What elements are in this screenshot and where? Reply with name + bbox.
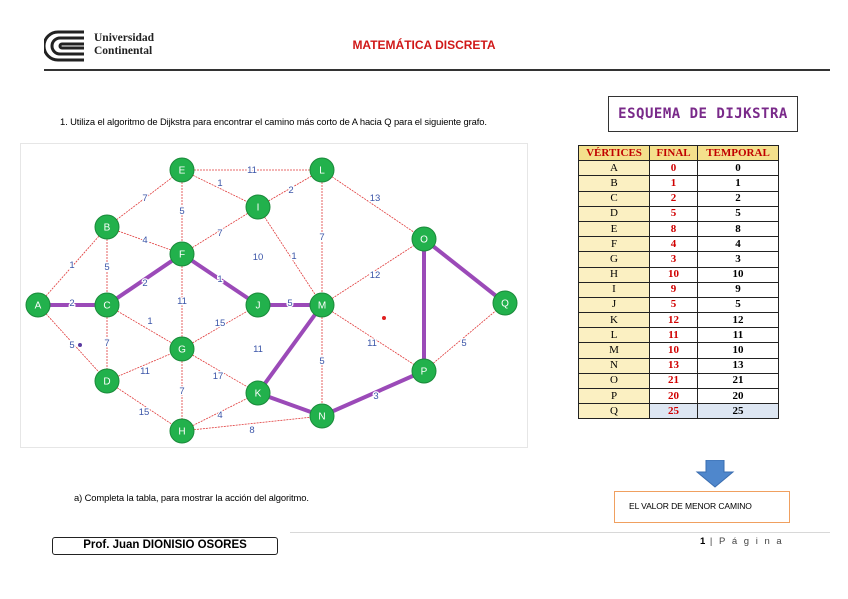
edge-weight-label: 2 xyxy=(142,278,148,289)
vertex-cell: C xyxy=(579,191,650,206)
graph-node-K xyxy=(246,381,270,405)
node-label: C xyxy=(103,300,111,312)
table-row xyxy=(579,237,779,252)
final-cell: 2 xyxy=(650,191,698,206)
stray-dot xyxy=(78,343,82,347)
edge-weight-label: 5 xyxy=(461,338,467,349)
edge-weight-label: 15 xyxy=(138,407,150,418)
answer-box: EL VALOR DE MENOR CAMINO xyxy=(614,491,790,523)
edge-weight-label: 17 xyxy=(212,371,224,382)
scheme-title-box xyxy=(608,96,798,132)
temporal-cell: 10 xyxy=(698,343,779,358)
node-label: B xyxy=(103,222,111,234)
edge-weight-label: 7 xyxy=(319,232,325,243)
temporal-cell: 8 xyxy=(698,221,779,236)
vertex-cell: O xyxy=(579,373,650,388)
header-final: FINAL xyxy=(650,146,698,161)
edge-weight-label: 1 xyxy=(291,251,297,262)
edge-weight-label: 1 xyxy=(217,274,223,285)
vertex-cell: I xyxy=(579,282,650,297)
final-cell: 8 xyxy=(650,221,698,236)
edge-O-Q xyxy=(424,239,505,303)
vertex-cell: P xyxy=(579,389,650,404)
down-arrow-icon xyxy=(695,460,735,488)
sub-question-text: a) Completa la tabla, para mostrar la acción del algoritmo. xyxy=(74,492,309,503)
edge-weight-label: 2 xyxy=(69,298,75,309)
graph-node-J xyxy=(246,293,270,317)
node-label: F xyxy=(178,249,186,261)
table-row xyxy=(579,176,779,191)
node-label: E xyxy=(178,165,186,177)
temporal-cell: 13 xyxy=(698,358,779,373)
table-row xyxy=(579,206,779,221)
graph-node-F xyxy=(170,242,194,266)
vertex-cell: G xyxy=(579,252,650,267)
final-cell: 10 xyxy=(650,343,698,358)
vertex-cell: H xyxy=(579,267,650,282)
graph-node-B xyxy=(95,215,119,239)
edge-weight-label: 7 xyxy=(217,228,223,239)
final-cell: 11 xyxy=(650,328,698,343)
graph-figure xyxy=(20,143,528,448)
vertex-cell: K xyxy=(579,313,650,328)
edge-weight-label: 12 xyxy=(369,270,381,281)
edge-weight-label: 3 xyxy=(373,391,379,402)
node-label: N xyxy=(318,411,326,423)
edge-weight-label: 1 xyxy=(69,260,75,271)
table-row xyxy=(579,358,779,373)
final-cell: 25 xyxy=(650,404,698,419)
table-row xyxy=(579,373,779,388)
edge-weight-label: 5 xyxy=(69,340,75,351)
header-vertices: VÉRTICES xyxy=(579,146,650,161)
edge-weight-label: 5 xyxy=(287,298,293,309)
edge-weight-label: 11 xyxy=(140,366,150,377)
table-row xyxy=(579,343,779,358)
temporal-cell: 21 xyxy=(698,373,779,388)
edge-P-Q xyxy=(424,303,505,371)
table-row xyxy=(579,313,779,328)
edge-C-G xyxy=(107,305,182,349)
graph-node-D xyxy=(95,369,119,393)
logo-line-1: Universidad xyxy=(94,32,155,44)
edge-weight-label: 5 xyxy=(104,262,110,273)
final-cell: 5 xyxy=(650,297,698,312)
footer-divider xyxy=(290,532,830,533)
node-label: D xyxy=(103,376,111,388)
page-label: | P á g i n a xyxy=(705,536,784,547)
vertex-cell: Q xyxy=(579,404,650,419)
vertex-cell: J xyxy=(579,297,650,312)
table-row xyxy=(579,404,779,419)
node-label: A xyxy=(34,300,42,312)
edge-weight-label: 4 xyxy=(217,410,223,421)
temporal-cell: 5 xyxy=(698,297,779,312)
page-number xyxy=(700,536,784,547)
edge-weight-label: 1 xyxy=(217,178,223,189)
final-cell: 1 xyxy=(650,176,698,191)
temporal-cell: 2 xyxy=(698,191,779,206)
final-cell: 0 xyxy=(650,161,698,176)
temporal-cell: 11 xyxy=(698,328,779,343)
stray-dot xyxy=(382,316,386,320)
vertex-cell: D xyxy=(579,206,650,221)
table-row xyxy=(579,221,779,236)
table-row xyxy=(579,161,779,176)
temporal-cell: 20 xyxy=(698,389,779,404)
header-temporal: TEMPORAL xyxy=(698,146,779,161)
node-label: I xyxy=(256,202,260,214)
graph-node-P xyxy=(412,359,436,383)
final-cell: 20 xyxy=(650,389,698,404)
temporal-cell: 9 xyxy=(698,282,779,297)
table-row xyxy=(579,191,779,206)
edge-weight-label: 8 xyxy=(249,425,255,436)
final-cell: 12 xyxy=(650,313,698,328)
graph-node-C xyxy=(95,293,119,317)
graph-canvas xyxy=(20,143,528,448)
edge-weight-label: 5 xyxy=(179,206,185,217)
table-body xyxy=(579,161,779,419)
edge-M-K xyxy=(258,305,325,393)
final-cell: 13 xyxy=(650,358,698,373)
vertex-cell: L xyxy=(579,328,650,343)
table-row xyxy=(579,328,779,343)
final-cell: 10 xyxy=(650,267,698,282)
graph-node-O xyxy=(412,227,436,251)
node-label: L xyxy=(319,165,325,177)
vertex-cell: M xyxy=(579,343,650,358)
edge-L-O xyxy=(322,170,424,239)
edge-weight-label: 7 xyxy=(104,338,110,349)
final-cell: 5 xyxy=(650,206,698,221)
nodes-layer xyxy=(26,158,517,443)
vertex-cell: N xyxy=(579,358,650,373)
edge-weight-label: 7 xyxy=(142,193,148,204)
final-cell: 9 xyxy=(650,282,698,297)
edge-weight-label: 4 xyxy=(142,235,148,246)
final-cell: 4 xyxy=(650,237,698,252)
edge-D-H xyxy=(107,381,185,431)
document-title-text: MATEMÁTICA DISCRETA xyxy=(352,38,496,52)
graph-node-A xyxy=(26,293,50,317)
graph-node-M xyxy=(310,293,334,317)
scheme-title: ESQUEMA DE DIJKSTRA xyxy=(618,106,788,122)
edge-weight-label: 13 xyxy=(369,193,381,204)
edge-weight-label: 5 xyxy=(319,356,325,367)
graph-node-N xyxy=(310,404,334,428)
page-number-value: 1 xyxy=(700,536,706,547)
final-cell: 21 xyxy=(650,373,698,388)
table-row xyxy=(579,297,779,312)
temporal-cell: 0 xyxy=(698,161,779,176)
graph-node-I xyxy=(246,195,270,219)
temporal-cell: 5 xyxy=(698,206,779,221)
edge-weight-label: 11 xyxy=(253,344,263,355)
edge-weight-label: 11 xyxy=(177,296,187,307)
node-label: O xyxy=(420,234,428,246)
temporal-cell: 25 xyxy=(698,404,779,419)
edge-I-M xyxy=(258,207,325,305)
table-row xyxy=(579,252,779,267)
question-text: 1. Utiliza el algoritmo de Dijkstra para encontrar el camino más corto de A hacia Q para el siguiente grafo. xyxy=(60,116,487,127)
node-label: J xyxy=(255,300,261,312)
header-divider xyxy=(44,69,830,71)
temporal-cell: 1 xyxy=(698,176,779,191)
node-label: K xyxy=(254,388,262,400)
graph-node-Q xyxy=(493,291,517,315)
edge-weight-label: 1 xyxy=(147,316,153,327)
graph-node-L xyxy=(310,158,334,182)
table-row xyxy=(579,282,779,297)
node-label: P xyxy=(420,366,428,378)
vertex-cell: B xyxy=(579,176,650,191)
dijkstra-table xyxy=(578,145,779,419)
node-label: H xyxy=(178,426,186,438)
graph-node-G xyxy=(170,337,194,361)
professor-name-box: Prof. Juan DIONISIO OSORES xyxy=(52,537,278,555)
node-label: M xyxy=(317,300,327,312)
final-cell: 3 xyxy=(650,252,698,267)
vertex-cell: E xyxy=(579,221,650,236)
temporal-cell: 12 xyxy=(698,313,779,328)
edge-weight-label: 7 xyxy=(179,386,185,397)
temporal-cell: 4 xyxy=(698,237,779,252)
temporal-cell: 10 xyxy=(698,267,779,282)
edge-weight-label: 11 xyxy=(367,338,377,349)
logo-line-2: Continental xyxy=(94,45,153,57)
document-title xyxy=(0,38,848,52)
table-row xyxy=(579,389,779,404)
vertex-cell: F xyxy=(579,237,650,252)
edge-weight-label: 15 xyxy=(214,318,226,329)
table-header-row xyxy=(579,146,779,161)
edge-weight-label: 10 xyxy=(252,252,264,263)
graph-node-H xyxy=(170,419,194,443)
node-label: G xyxy=(178,344,186,356)
temporal-cell: 3 xyxy=(698,252,779,267)
edge-weight-label: 2 xyxy=(288,185,294,196)
vertex-cell: A xyxy=(579,161,650,176)
table-row xyxy=(579,267,779,282)
node-label: Q xyxy=(501,298,509,310)
graph-node-E xyxy=(170,158,194,182)
edge-weight-label: 11 xyxy=(247,165,257,176)
